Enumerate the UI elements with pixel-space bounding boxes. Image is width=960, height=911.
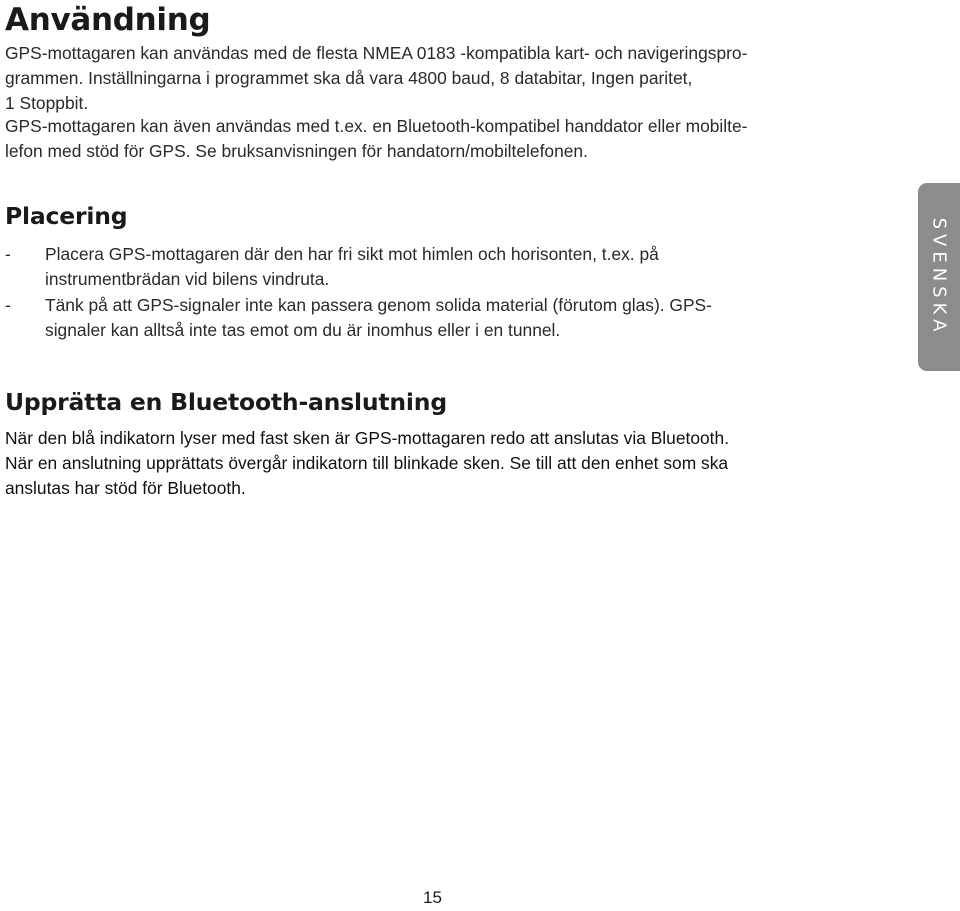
intro-line: grammen. Inställningarna i programmet ska då vara 4800 baud, 8 databitar, Ingen paritet,: [5, 68, 693, 88]
placering-list: [5, 242, 712, 344]
list-item-line: signaler kan alltså inte tas emot om du är inomhus eller i en tunnel.: [45, 320, 561, 340]
intro2-line: GPS-mottagaren kan även användas med t.ex. en Bluetooth-kompatibel handdator eller mobilte-: [5, 116, 748, 136]
list-item: [5, 293, 712, 343]
bluetooth-line: anslutas har stöd för Bluetooth.: [5, 478, 246, 498]
list-item-line: Placera GPS-mottagaren där den har fri sikt mot himlen och horisonten, t.ex. på: [45, 244, 659, 264]
list-item: [5, 242, 712, 292]
bluetooth-heading: Upprätta en Bluetooth-anslutning: [5, 388, 447, 416]
language-tab: [918, 183, 960, 371]
list-item-line: instrumentbrädan vid bilens vindruta.: [45, 269, 330, 289]
placering-heading: Placering: [5, 202, 128, 230]
page-heading: Användning: [5, 2, 211, 38]
bullet-dash: -: [5, 244, 11, 264]
intro-paragraph: [5, 41, 747, 116]
intro-line: 1 Stoppbit.: [5, 93, 89, 113]
language-tab-label: SVENSKA: [928, 217, 950, 337]
bluetooth-line: När den blå indikatorn lyser med fast sken är GPS-mottagaren redo att anslutas via Bluetooth.: [5, 428, 730, 448]
list-item-line: Tänk på att GPS-signaler inte kan passera genom solida material (förutom glas). GPS-: [45, 295, 712, 315]
intro2-line: lefon med stöd för GPS. Se bruksanvisningen för handatorn/mobiltelefonen.: [5, 141, 588, 161]
bluetooth-paragraph: [5, 426, 729, 501]
intro-line: GPS-mottagaren kan användas med de flesta NMEA 0183 -kompatibla kart- och navigeringspro-: [5, 43, 748, 63]
intro-paragraph-2: [5, 114, 747, 164]
bullet-dash: -: [5, 295, 11, 315]
page-number: 15: [423, 888, 442, 907]
bluetooth-line: När en anslutning upprättats övergår indikatorn till blinkade sken. Se till att den enhet som ska: [5, 453, 729, 473]
